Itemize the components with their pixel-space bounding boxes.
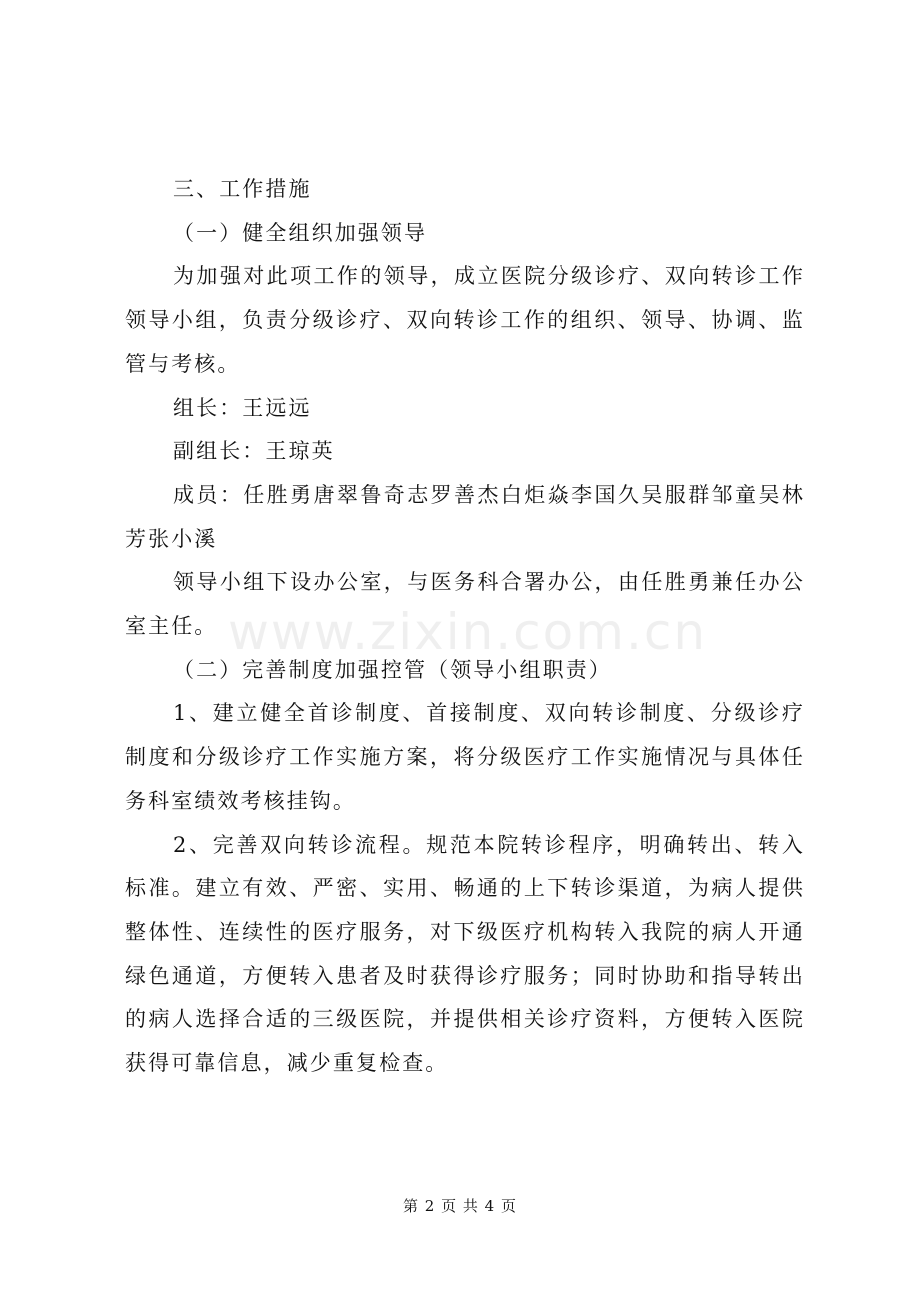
body-paragraph: 1、建立健全首诊制度、首接制度、双向转诊制度、分级诊疗制度和分级诊疗工作实施方案，将分级医疗工作实施情况与具体任务科室绩效考核挂钩。 bbox=[125, 701, 805, 813]
document-body bbox=[125, 168, 805, 1086]
body-paragraph: 为加强对此项工作的领导，成立医院分级诊疗、双向转诊工作领导小组，负责分级诊疗、双向转诊工作的组织、领导、协调、监管与考核。 bbox=[125, 264, 805, 376]
subsection-heading: （一）健全组织加强领导 bbox=[173, 220, 428, 245]
body-paragraph: 领导小组下设办公室，与医务科合署办公，由任胜勇兼任办公室主任。 bbox=[125, 570, 805, 639]
team-leader-line: 组长：王远远 bbox=[173, 395, 312, 420]
deputy-leader-line: 副组长：王琼英 bbox=[173, 439, 335, 464]
subsection-heading: （二）完善制度加强控管（领导小组职责） bbox=[173, 657, 612, 682]
watermark: www.zixin.com.cn bbox=[228, 603, 708, 661]
body-paragraph: 2、完善双向转诊流程。规范本院转诊程序，明确转出、转入标准。建立有效、严密、实用、畅通的上下转诊渠道，为病人提供整体性、连续性的医疗服务，对下级医疗机构转入我院的病人开通绿色通道，方便转入患者及时获得诊疗服务；同时协助和指导转出的病人选择合适的三级医院，并提供相关诊疗资料，方便转入医院获得可靠信息，减少重复检查。 bbox=[125, 832, 805, 1076]
members-line: 成员：任胜勇唐翠鲁奇志罗善杰白炬焱李国久吴服群邹童吴林芳张小溪 bbox=[125, 482, 805, 551]
page-number-footer: 第 2 页 共 4 页 bbox=[403, 1197, 517, 1215]
section-heading: 三、工作措施 bbox=[173, 177, 312, 201]
